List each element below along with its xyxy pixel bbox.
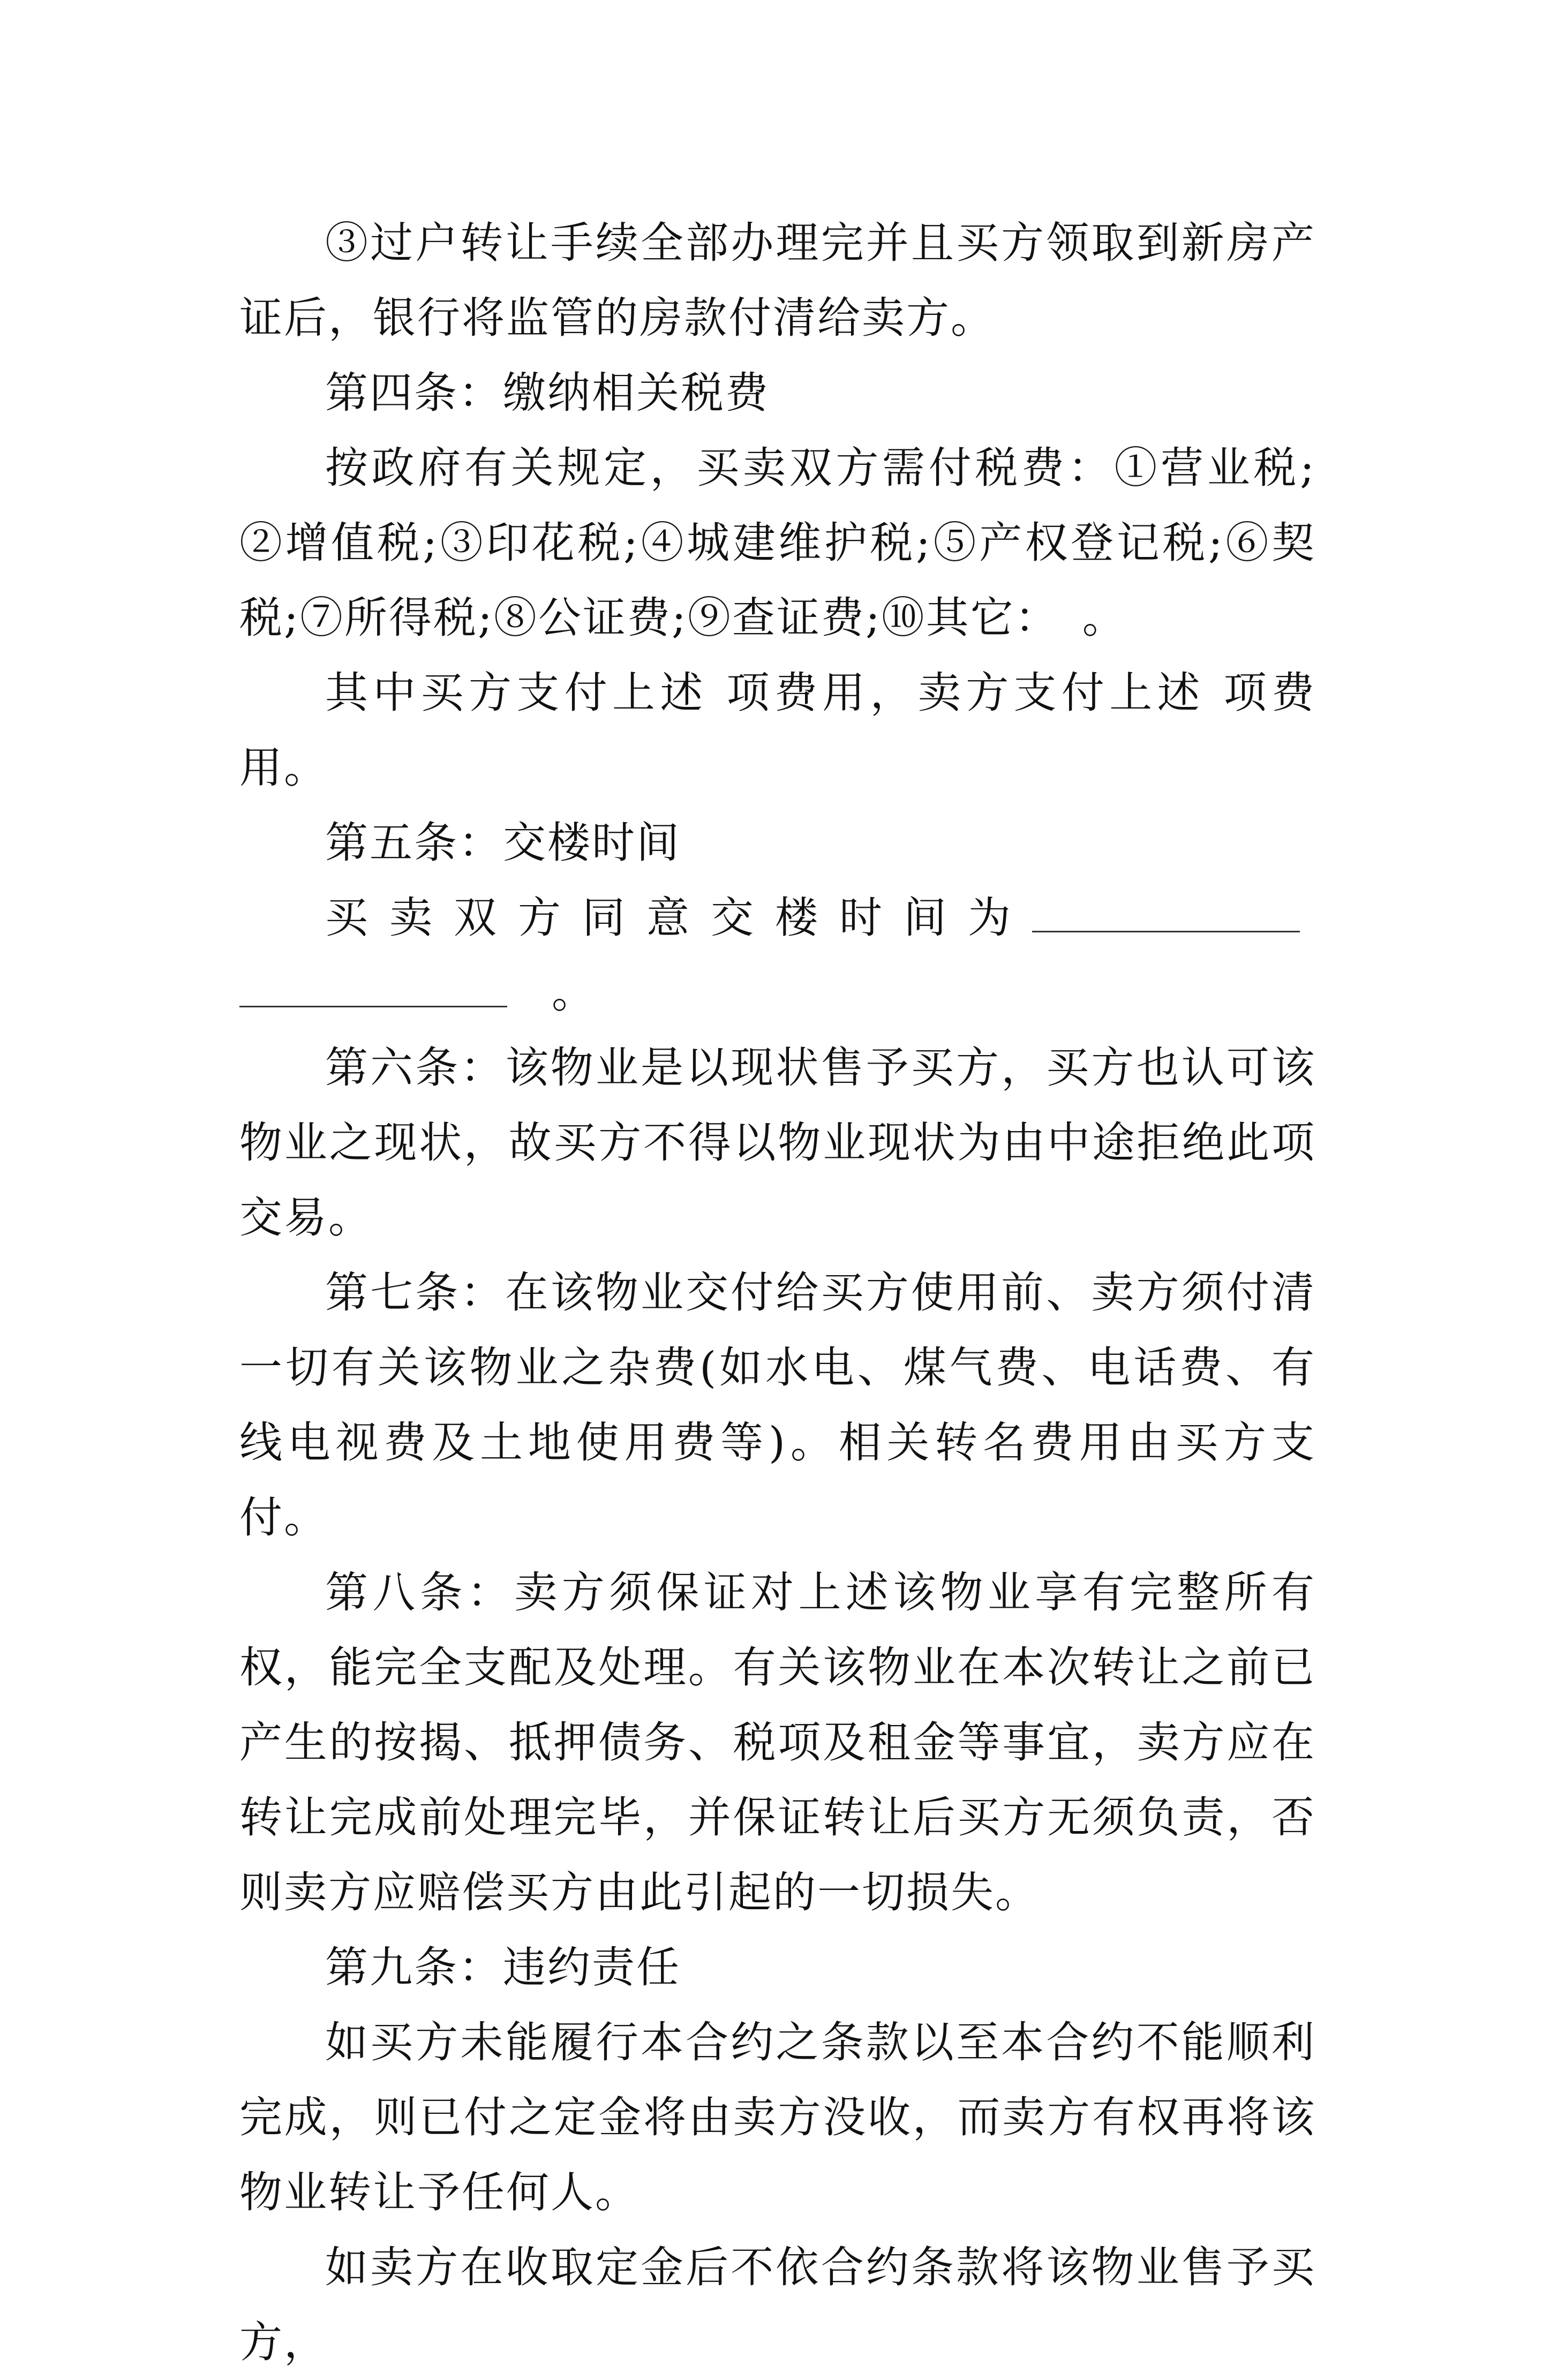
paragraph-article-7: 第七条：在该物业交付给买方使用前、卖方须付清一切有关该物业之杂费(如水电、煤气费、电话费、有线电视费及土地使用费等)。相关转名费用由买方支付。 xyxy=(239,1268,1316,1542)
heading-article-4-taxes: 第四条：缴纳相关税费 xyxy=(325,368,770,418)
handover-suffix: 。 xyxy=(507,968,596,1018)
paragraph-bank-release: ③过户转让手续全部办理完并且买方领取到新房产证后，银行将监管的房款付清给卖方。 xyxy=(239,218,1316,343)
paragraph-seller-breach: 如卖方在收取定金后不依合约条款将该物业售予买方， xyxy=(239,2242,1316,2367)
paragraph-article-8: 第八条：卖方须保证对上述该物业享有完整所有权，能完全支配及处理。有关该物业在本次转让之前已产生的按揭、抵押债务、税项及租金等事宜，卖方应在转让完成前处理完毕，并保证转让后买方无须负责，否则卖方应赔偿买方由此引起的一切损失。 xyxy=(239,1568,1316,1917)
paragraph-handover-time xyxy=(239,880,1316,1030)
paragraph-tax-list: 按政府有关规定，买卖双方需付税费：①营业税;②增值税;③印花税;④城建维护税;⑤产权登记税;⑥契税;⑦所得税;⑧公证费;⑨查证费;⑩其它： 。 xyxy=(239,443,1316,643)
handover-prefix: 买卖双方同意交楼时间为 xyxy=(325,893,1032,943)
paragraph-buyer-breach: 如买方未能履行本合约之条款以至本合约不能顺利完成，则已付之定金将由卖方没收，而卖方有权再将该物业转让予任何人。 xyxy=(239,2017,1316,2217)
document-body xyxy=(239,206,1316,2380)
heading-article-5-handover: 第五条：交楼时间 xyxy=(325,818,681,868)
handover-blank-1 xyxy=(1032,897,1300,932)
heading-article-9-breach: 第九条：违约责任 xyxy=(325,1942,681,1992)
paragraph-article-6: 第六条：该物业是以现状售予买方，买方也认可该物业之现状，故买方不得以物业现状为由中途拒绝此项交易。 xyxy=(239,1043,1316,1242)
paragraph-tax-split: 其中买方支付上述 项费用，卖方支付上述 项费用。 xyxy=(239,668,1316,793)
handover-blank-2 xyxy=(239,971,507,1007)
